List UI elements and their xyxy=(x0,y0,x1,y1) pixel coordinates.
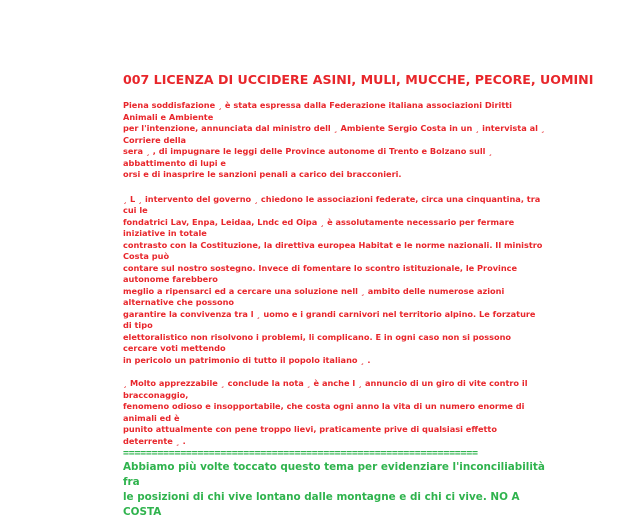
article-paragraph-3: ¸ Molto apprezzabile ¸ conclude la nota ¸ è anche l ¸ annuncio di un giro di vite contro il bracconaggio, fenomeno odioso e insopportabile, che costa ogni anno la vita di un numero enorme di animali ed è punito attualmente con pene troppo lievi, praticamente prive di qualsiasi effetto deterrente ¸ . xyxy=(123,378,528,446)
separator-line: ============================================================== xyxy=(123,448,478,459)
closing-statement: Abbiamo più volte toccato questo tema per evidenziare l'inconciliabilità fra le posizioni di chi vive lontano dalle montagne e di chi ci vive. NO A COSTA xyxy=(123,461,545,518)
article-title: 007 LICENZA DI UCCIDERE ASINI, MULI, MUCCHE, PECORE, UOMINI xyxy=(123,72,594,87)
article-paragraph-2: ¸ L ¸ intervento del governo ¸ chiedono le associazioni federate, circa una cinquantina, tra cui le fondatrici Lav, Enpa, Leidaa, Lndc ed Oipa ¸ è assolutamente necessario per fermare iniziative in totale contrasto con la Costituzione, la direttiva europea Habitat e le norme nazionali. Il ministro Costa può contare sul nostro sostegno. Invece di fomentare lo scontro istituzionale, le Province autonome farebbero meglio a ripensarci ed a cercare una soluzione nell ¸ ambito delle numerose azioni alternative che possono garantire la convivenza tra l ¸ uomo e i grandi carnivori nel territorio alpino. Le forzature di tipo elettoralistico non risolvono i problemi, li complicano. E in ogni caso non si possono cercare voti mettendo in pericolo un patrimonio di tutto il popolo italiano ¸ . xyxy=(123,193,543,365)
article-paragraph-1: Piena soddisfazione ¸ è stata espressa dalla Federazione italiana associazioni Diritti Animali e Ambiente per l'intenzione, annunciata dal ministro dell ¸ Ambiente Sergio Costa in un ¸ intervista al ¸ Corriere della sera ¸ , di impugnare le leggi delle Province autonome di Trento e Bolzano sull ¸ abbattimento di lupi e orsi e di inasprire le sanzioni penali a carico dei bracconieri. xyxy=(123,100,545,179)
article xyxy=(123,72,594,520)
